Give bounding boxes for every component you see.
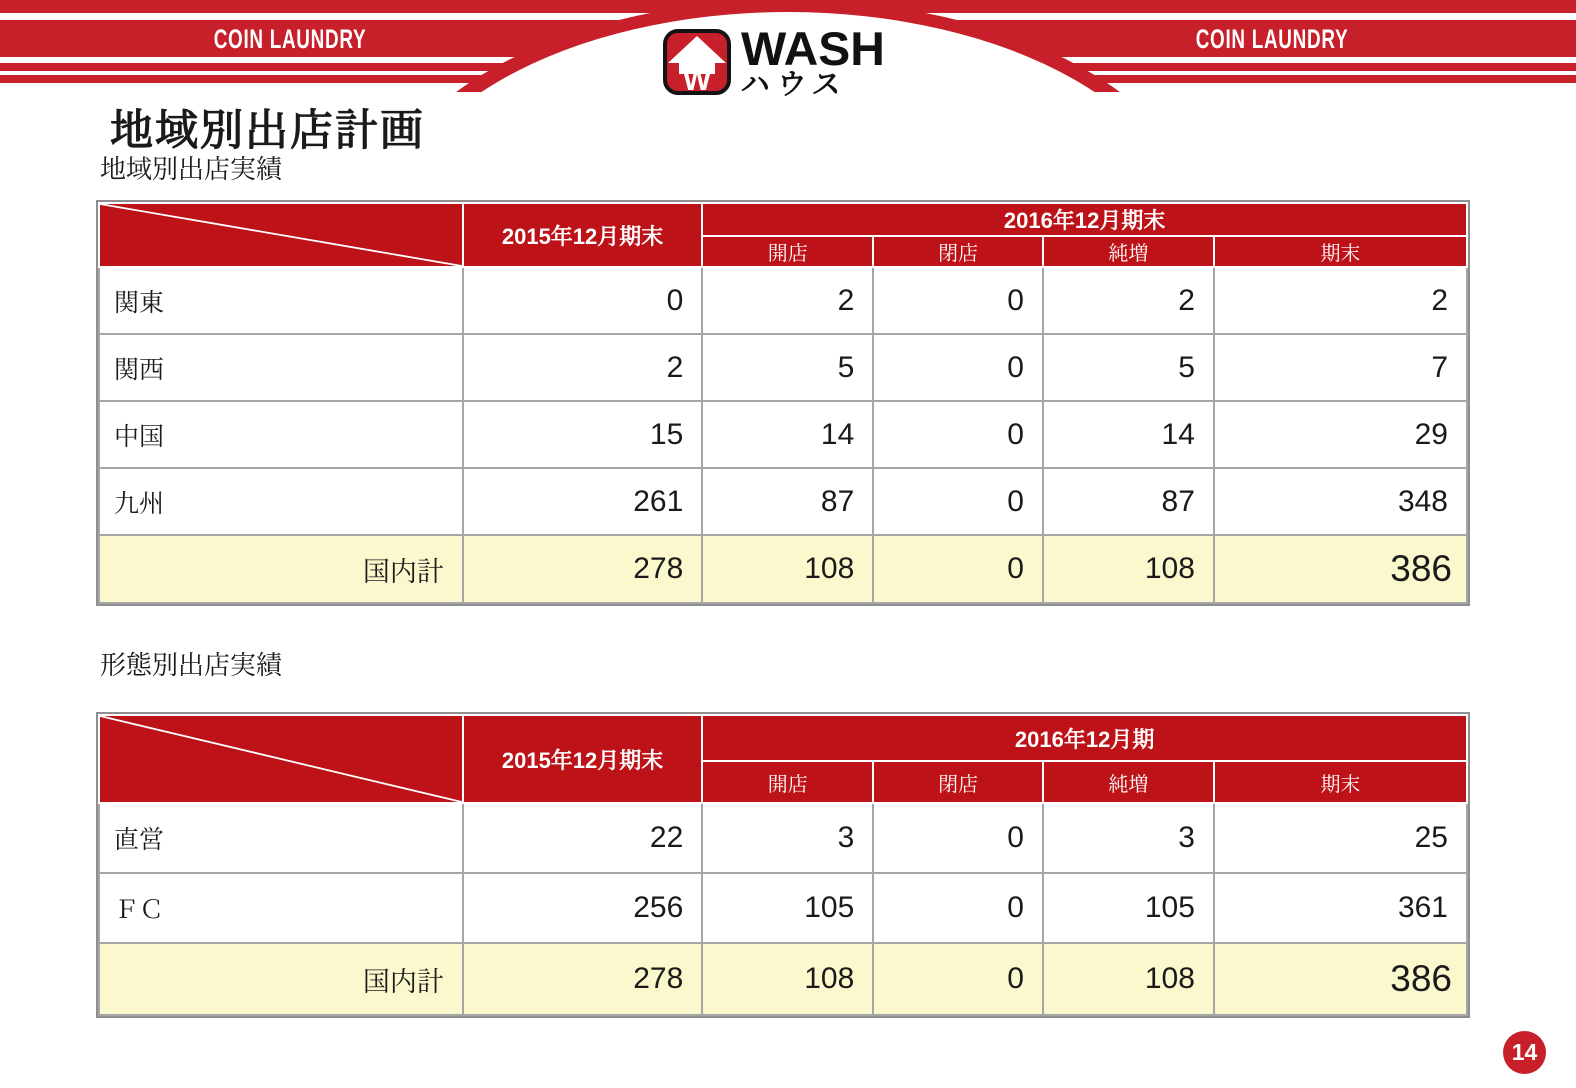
total-net: 108 [1043, 535, 1214, 603]
format-table [98, 714, 1468, 1016]
region-col-2016-group: 2016年12月期末 [702, 203, 1467, 236]
cell-close: 0 [873, 401, 1043, 468]
cell-net: 3 [1043, 803, 1214, 873]
cell-close: 0 [873, 468, 1043, 535]
cell-net: 2 [1043, 267, 1214, 334]
format-col-open: 開店 [702, 761, 873, 803]
table-row [99, 873, 1467, 943]
format-table-frame [96, 712, 1470, 1018]
cell-close: 0 [873, 334, 1043, 401]
format-col-2015: 2015年12月期末 [463, 715, 702, 803]
cell-close: 0 [873, 803, 1043, 873]
cell-close: 0 [873, 873, 1043, 943]
table-row [99, 267, 1467, 334]
cell-close: 0 [873, 267, 1043, 334]
row-label: ＦＣ [99, 873, 463, 943]
page-number: 14 [1511, 1039, 1538, 1065]
table-row [99, 468, 1467, 535]
wash-house-logo [662, 22, 885, 101]
cell-end: 25 [1214, 803, 1467, 873]
cell-open: 5 [702, 334, 873, 401]
format-table-corner-cell [99, 715, 463, 803]
page-title: 地域別出店計画 [110, 107, 425, 155]
diagonal-divider [100, 204, 462, 266]
cell-open: 14 [702, 401, 873, 468]
region-col-close: 閉店 [873, 236, 1043, 267]
table-row [99, 334, 1467, 401]
cell-net: 14 [1043, 401, 1214, 468]
format-col-net: 純増 [1043, 761, 1214, 803]
table-row [99, 401, 1467, 468]
cell-end: 361 [1214, 873, 1467, 943]
format-section [96, 649, 1470, 1018]
logo-house-text: ハウス [739, 69, 850, 101]
region-col-open: 開店 [702, 236, 873, 267]
total-end: 386 [1214, 535, 1467, 603]
region-col-end: 期末 [1214, 236, 1467, 267]
total-net: 108 [1043, 943, 1214, 1015]
cell-open: 3 [702, 803, 873, 873]
cell-end: 29 [1214, 401, 1467, 468]
cell-2015: 261 [463, 468, 702, 535]
cell-net: 87 [1043, 468, 1214, 535]
total-end: 386 [1214, 943, 1467, 1015]
total-label: 国内計 [99, 535, 463, 603]
total-row [99, 943, 1467, 1015]
row-label: 中国 [99, 401, 463, 468]
row-label: 九州 [99, 468, 463, 535]
svg-text:W: W [682, 64, 712, 96]
format-col-end: 期末 [1214, 761, 1467, 803]
region-table-corner-cell [99, 203, 463, 267]
row-label: 関西 [99, 334, 463, 401]
total-close: 0 [873, 943, 1043, 1015]
total-open: 108 [702, 943, 873, 1015]
cell-open: 105 [702, 873, 873, 943]
logo-wordmark [739, 22, 885, 101]
coin-laundry-left-label [140, 22, 440, 56]
cell-2015: 256 [463, 873, 702, 943]
total-label: 国内計 [99, 943, 463, 1015]
total-row [99, 535, 1467, 603]
region-section-title: 地域別出店実績 [100, 154, 283, 184]
cell-end: 348 [1214, 468, 1467, 535]
row-label: 関東 [99, 267, 463, 334]
row-label: 直営 [99, 803, 463, 873]
total-2015: 278 [463, 535, 702, 603]
coin-laundry-right-text: COIN LAUNDRY [1195, 24, 1349, 54]
page-number-badge [1503, 1031, 1546, 1074]
coin-laundry-left-text: COIN LAUNDRY [213, 24, 367, 54]
total-close: 0 [873, 535, 1043, 603]
cell-net: 105 [1043, 873, 1214, 943]
cell-net: 5 [1043, 334, 1214, 401]
region-section [96, 153, 1470, 606]
cell-end: 7 [1214, 334, 1467, 401]
total-open: 108 [702, 535, 873, 603]
format-col-2016-group: 2016年12月期 [702, 715, 1467, 761]
diagonal-divider [100, 716, 462, 802]
region-col-2015: 2015年12月期末 [463, 203, 702, 267]
table-row [99, 803, 1467, 873]
cell-open: 87 [702, 468, 873, 535]
cell-open: 2 [702, 267, 873, 334]
cell-2015: 0 [463, 267, 702, 334]
wash-house-logo-icon [662, 28, 732, 96]
cell-2015: 15 [463, 401, 702, 468]
coin-laundry-right-label [1122, 22, 1422, 56]
region-table [98, 202, 1468, 604]
region-table-frame [96, 200, 1470, 606]
cell-2015: 22 [463, 803, 702, 873]
format-section-title: 形態別出店実績 [100, 650, 283, 680]
total-2015: 278 [463, 943, 702, 1015]
cell-2015: 2 [463, 334, 702, 401]
cell-end: 2 [1214, 267, 1467, 334]
logo-wash-text: WASH [741, 22, 885, 75]
region-col-net: 純増 [1043, 236, 1214, 267]
format-col-close: 閉店 [873, 761, 1043, 803]
